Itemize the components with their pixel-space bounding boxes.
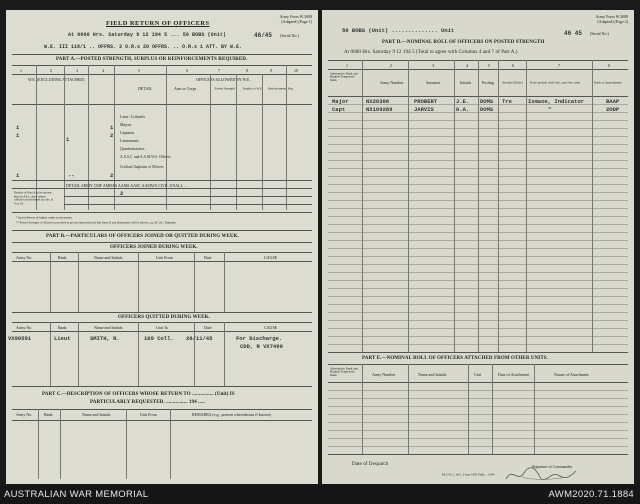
- col-header: Surname: [426, 80, 441, 85]
- roll-rank: Major: [332, 98, 349, 105]
- allowed-header: OFFICERS ALLOWED BY W.E.: [196, 77, 251, 82]
- footer-accession: AWM2020.71.1884: [548, 489, 634, 500]
- footer-institution: AUSTRALIAN WAR MEMORIAL: [4, 489, 149, 500]
- col-header: Date: [204, 255, 212, 260]
- serial-label-2: (Serial No.): [590, 31, 609, 36]
- rank-label: A.A.S.C. and A.A.M.W.S. Officers: [120, 154, 171, 159]
- roll-cause: Ismaoe, Indicator: [528, 98, 585, 105]
- roll-surname: JARVIS: [414, 106, 434, 113]
- arm-header: Arm or Corps: [174, 86, 197, 91]
- quitted-title: OFFICERS QUITTED DURING WEEK.: [118, 315, 210, 320]
- notes-label: Details of Part A to be shown here in ALL cases where officers are included in cols. 8, 9 or 10.: [14, 190, 54, 205]
- col-header: Name and Initials: [418, 372, 447, 377]
- note-footer: * Insert Brevet of higher ranks as necessary.: [16, 215, 73, 220]
- quitted-cause: For Discharge.: [236, 335, 283, 342]
- col-number: 6: [186, 68, 188, 73]
- col-number: 3: [432, 63, 434, 68]
- army-form-label-2: Army Form W.3008: [595, 14, 628, 19]
- col-number: 4: [102, 68, 104, 73]
- roll-appointment: BAAP: [606, 98, 620, 105]
- roll-appointment: 2ODP: [606, 106, 620, 113]
- typed-mark: 2: [120, 190, 124, 197]
- roll-attached: Tre: [502, 98, 512, 105]
- col-header: Rank: [44, 412, 53, 417]
- typed-mark: 2: [110, 172, 114, 179]
- part-d-title: PART D.—NOMINAL ROLL OF OFFICERS ON POSTED STRENGTH: [382, 40, 545, 45]
- joined-title: OFFICERS JOINED DURING WEEK.: [110, 245, 198, 250]
- col-header: Unit From: [140, 412, 157, 417]
- col-header: CAUSE: [264, 255, 278, 260]
- col-number: 9: [270, 68, 272, 73]
- serial-label: (Serial No.): [280, 33, 299, 38]
- col-number: 8: [246, 68, 248, 73]
- col-number: 2: [50, 68, 52, 73]
- roll-army-no: NX109289: [366, 106, 393, 113]
- note-footer-2: ** Posted Strength of officers is provided as per the instructions in this form. If any Departures will be shown, e.g. M. O.C. Payment.: [16, 220, 177, 225]
- detail-header: DETAIL: [138, 86, 153, 91]
- rank-label: Lieutenants: [120, 138, 139, 143]
- col-header: Initials: [460, 80, 472, 85]
- col-number: 8: [608, 63, 610, 68]
- unit-line: At 0600 Hrs. Saturday 9 12 194 5 ... 50 BOBS (Unit): [68, 32, 227, 38]
- unit-line-2: 50 BOBS (Unit) .............. Unit: [342, 27, 455, 34]
- col-header: Substantive Rank and Highest Temporary Rank: [330, 366, 358, 377]
- part-e-title: PART E.—NOMINAL ROLL OF OFFICERS ATTACHED FROM OTHER UNITS.: [362, 356, 549, 361]
- col-header: Army No.: [16, 255, 33, 260]
- col-header: Nature of Attachment: [554, 372, 589, 377]
- roll-surname: PROBERT: [414, 98, 438, 105]
- col-header: Attached (Date): [502, 80, 523, 85]
- col-number: 5: [138, 68, 140, 73]
- part-b-title: PART B.—PARTICULARS OF OFFICERS JOINED OR QUITTED DURING WEEK.: [46, 234, 239, 239]
- typed-mark: 1: [16, 124, 20, 131]
- typed-mark: --: [68, 172, 75, 179]
- col-header: Rank of Appointment: [594, 80, 622, 85]
- quitted-rank: Lieut: [54, 335, 71, 342]
- quitted-date: 28/11/45: [186, 335, 213, 342]
- quitted-army-no: VX90591: [8, 335, 32, 342]
- col-number: 6: [512, 63, 514, 68]
- col-number: 1: [20, 68, 22, 73]
- col-number: 2: [390, 63, 392, 68]
- we-header: W.E. (EXCLUDING ATTACHED): [28, 77, 85, 82]
- col-header: Unit From: [156, 255, 173, 260]
- typed-mark: 1: [66, 136, 70, 143]
- col-header: Date: [204, 325, 212, 330]
- col-header: Rank: [58, 325, 67, 330]
- despatch-label: Date of Despatch: [352, 462, 389, 467]
- col-number: 4: [466, 63, 468, 68]
- col-number: 7: [558, 63, 560, 68]
- col-header: Date of Attachment: [498, 372, 530, 377]
- rank-label: Captains: [120, 130, 134, 135]
- rank-label: Quartermasters: [120, 146, 145, 151]
- signature-scribble: [502, 465, 582, 483]
- col-header: Name and Initials: [82, 412, 111, 417]
- reinf-header: Reinforcements Req.: [268, 86, 294, 91]
- rank-label: Civilian Chaplains of Officers: [120, 164, 164, 169]
- quitted-cause-2: CDD, R VX7490: [240, 343, 283, 350]
- col-header: Army Number: [380, 80, 404, 85]
- col-header: REMARKS (e.g., present whereabouts if known): [192, 412, 271, 417]
- surplus-header: Surplus to W.E.: [242, 86, 263, 91]
- part-d-line: At 0600 Hrs. Saturday 9 12 194 5 (Total to agree with Columns 4 and 7 of Part A.): [344, 50, 518, 55]
- col-header: Name and Initials: [94, 325, 123, 330]
- serial-number: 46/45: [254, 32, 273, 39]
- posted-header: Posted Strength: [214, 86, 235, 91]
- right-page: [322, 10, 634, 484]
- detail-row: DETAIL ARMY CMF AMRAS AAMS AASC AAMWS CIVIL UNALL .. ..: [66, 183, 189, 188]
- col-number: 5: [488, 63, 490, 68]
- roll-posting: DOMS: [480, 98, 494, 105]
- roll-initials: G.A.: [456, 106, 470, 113]
- typed-mark: 1: [16, 172, 20, 179]
- we-line: W.E. III 118/1 .. OFFRS. 3 O.R.s 20 OFFRS. .. O.R.s 1 ATT. BY W.E.: [44, 44, 243, 50]
- col-header: Unit: [474, 372, 482, 377]
- part-c-title: PART C.—DESCRIPTION OF OFFICERS WHOSE RETURN TO ................ (Unit) IS: [42, 392, 235, 397]
- col-header: CAUSE: [264, 325, 278, 330]
- col-header: Rank: [58, 255, 67, 260]
- roll-posting: DOMS: [480, 106, 494, 113]
- col-header: If not present with Unit, state the cause: [530, 80, 581, 85]
- rank-label: Lieut.-Colonels: [120, 114, 145, 119]
- quitted-name: SMITH, R.: [90, 335, 120, 342]
- left-page: [6, 10, 318, 484]
- col-header: Army No.: [16, 325, 33, 330]
- part-a-title: PART A.—POSTED STRENGTH, SURPLUS OR REINFORCEMENTS REQUIRED.: [56, 57, 248, 62]
- page-title: FIELD RETURN OF OFFICERS: [106, 20, 210, 27]
- roll-army-no: NX20308: [366, 98, 390, 105]
- col-header: Army Number: [372, 372, 396, 377]
- printer-label: M.S.W. L. & C. Form 1605 Fully .. 1944: [442, 472, 495, 477]
- typed-mark: 1: [110, 124, 114, 131]
- col-number: 7: [218, 68, 220, 73]
- quitted-unit: 109 Coll.: [144, 335, 174, 342]
- typed-mark: 2: [110, 132, 114, 139]
- typed-mark: 1: [16, 132, 20, 139]
- col-number: 3: [76, 68, 78, 73]
- roll-initials: J.E.: [456, 98, 470, 105]
- col-number: 1: [346, 63, 348, 68]
- army-form-sub: (Adapted) (Page 1): [281, 19, 312, 24]
- rank-label: Majors: [120, 122, 132, 127]
- archive-footer: [0, 484, 640, 504]
- col-number: 10: [294, 68, 298, 73]
- col-header: Army No.: [16, 412, 33, 417]
- serial-number-2: 46 45: [564, 30, 583, 37]
- army-form-label: Army Form W.3008: [279, 14, 312, 19]
- army-form-sub-2: (Adapted) (Page 2): [597, 19, 628, 24]
- col-header: Posting: [482, 80, 495, 85]
- part-c-subtitle: PARTICULARLY REQUESTED. ................ 194 .....: [90, 400, 205, 405]
- roll-cause: ": [548, 106, 552, 113]
- signature-label: Signature of Commander: [532, 464, 573, 469]
- col-header: Substantive Rank and Highest Temporary Rank: [330, 71, 358, 82]
- col-header: Unit To: [156, 325, 169, 330]
- roll-rank: Capt: [332, 106, 346, 113]
- col-header: Name and Initials: [94, 255, 123, 260]
